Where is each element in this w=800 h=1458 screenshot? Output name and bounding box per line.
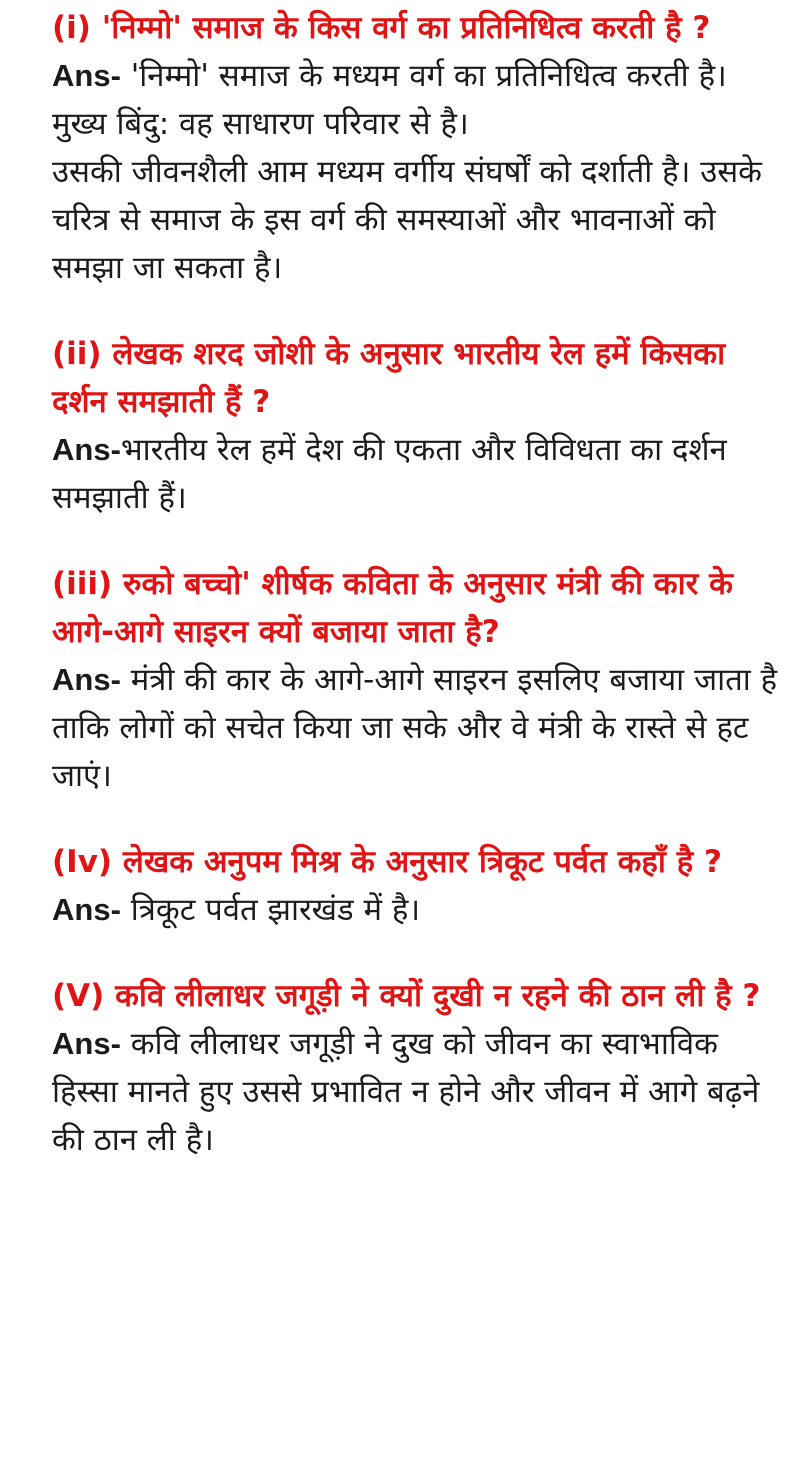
- answer-3: [52, 656, 782, 800]
- question-5: (V) कवि लीलाधर जगूड़ी ने क्यों दुखी न रहने की ठान ली है ?: [52, 978, 761, 1014]
- answer-1: [52, 52, 782, 100]
- ans-label: Ans-: [52, 892, 121, 927]
- question-1: (i) 'निम्मो' समाज के किस वर्ग का प्रतिनिधित्व करती है ?: [52, 10, 711, 46]
- answer-text: 'निम्मो' समाज के मध्यम वर्ग का प्रतिनिधित्व करती है।: [120, 58, 727, 94]
- qa-item-5: [52, 972, 782, 1164]
- question-2: (ii) लेखक शरद जोशी के अनुसार भारतीय रेल हमें किसका दर्शन समझाती हैं ?: [52, 336, 726, 420]
- answer-2: [52, 426, 782, 522]
- qa-item-3: [52, 560, 782, 800]
- answer-text: मंत्री की कार के आगे-आगे साइरन इसलिए बजाया जाता है ताकि लोगों को सचेत किया जा सके और वे मंत्री के रास्ते से हट जाएं।: [52, 662, 778, 794]
- qa-item-1: [52, 0, 782, 292]
- ans-label: Ans-: [52, 58, 121, 93]
- qa-item-2: [52, 330, 782, 522]
- answer-1-detail: उसकी जीवनशैली आम मध्यम वर्गीय संघर्षों को दर्शाती है। उसके चरित्र से समाज के इस वर्ग की समस्याओं और भावनाओं को समझा जा सकता है।: [52, 154, 762, 286]
- answer-1-point: मुख्य बिंदु: वह साधारण परिवार से है।: [52, 106, 469, 142]
- qa-item-4: [52, 838, 782, 934]
- answer-text: भारतीय रेल हमें देश की एकता और विविधता का दर्शन समझाती हैं।: [52, 432, 727, 516]
- question-3: (iii) रुको बच्चो' शीर्षक कविता के अनुसार मंत्री की कार के आगे-आगे साइरन क्यों बजाया जाता है?: [52, 566, 733, 650]
- ans-label: Ans-: [52, 432, 121, 467]
- answer-5: [52, 1020, 782, 1164]
- answer-text: कवि लीलाधर जगूड़ी ने दुख को जीवन का स्वाभाविक हिस्सा मानते हुए उससे प्रभावित न होने और जीवन में आगे बढ़ने की ठान ली है।: [52, 1026, 760, 1158]
- answer-4: [52, 886, 782, 934]
- ans-label: Ans-: [52, 1026, 121, 1061]
- question-4: (Iv) लेखक अनुपम मिश्र के अनुसार त्रिकूट पर्वत कहाँ है ?: [52, 844, 722, 880]
- answer-text: त्रिकूट पर्वत झारखंड में है।: [120, 892, 421, 928]
- ans-label: Ans-: [52, 662, 121, 697]
